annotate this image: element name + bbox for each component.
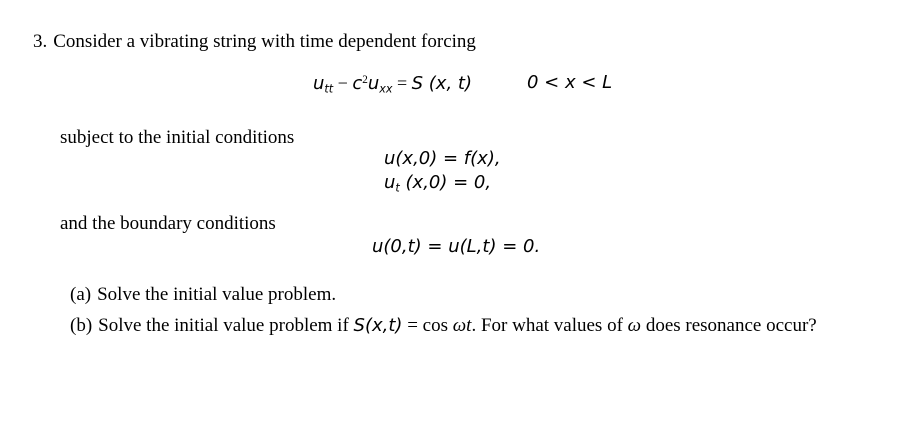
initial-conditions-label: subject to the initial conditions	[60, 127, 295, 148]
problem-intro: Consider a vibrating string with time dependent forcing	[53, 31, 476, 52]
part-a-text: Solve the initial value problem.	[97, 284, 337, 305]
initial-condition-1: u(x,0) = f(x),	[384, 148, 501, 169]
part-b-label: (b)	[70, 315, 93, 336]
problem-number: 3.	[33, 31, 48, 52]
boundary-condition: u(0,t) = u(L,t) = 0.	[372, 236, 541, 257]
part-a-label: (a)	[70, 284, 92, 305]
part-b: (b) Solve the initial value problem if S(x,t) = cos ωt. For what values of ω does resonance occur?	[70, 315, 817, 336]
pde-domain: 0 < x < L	[527, 72, 613, 93]
part-a	[70, 285, 336, 304]
pde-equation: $u_{tt} - c^2u_{xx} = S$ (x, t)	[313, 73, 472, 96]
problem-heading	[33, 32, 476, 51]
boundary-conditions-label: and the boundary conditions	[60, 213, 276, 234]
initial-condition-2: $u_t$ (x,0) = 0,	[384, 172, 492, 195]
